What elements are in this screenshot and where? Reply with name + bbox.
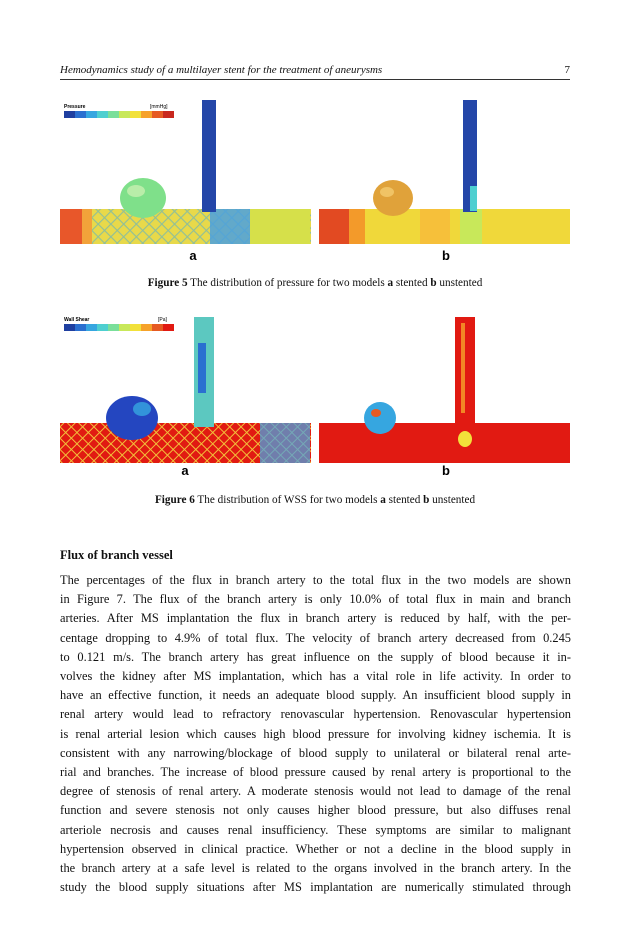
colorbar-swatch <box>64 324 75 331</box>
colorbar-swatch <box>130 111 141 118</box>
body-line: arteries. After MS implantation the flux in branch artery is reduced by half, with the per- <box>60 611 571 626</box>
figure-6-caption-end: unstented <box>429 494 476 506</box>
colorbar-swatch <box>108 111 119 118</box>
body-line: The percentages of the flux in branch artery to the total flux in the two models are shown <box>60 573 571 587</box>
body-line: renal artery would lead to refractory renovascular hypertension. Renovascular hypertension <box>60 707 571 722</box>
figure-5-caption-label: Figure 5 <box>147 277 188 289</box>
colorbar-swatch <box>119 324 130 331</box>
colorbar-swatch <box>108 324 119 331</box>
body-line: the branch artery at a safe level is related to the organs involved in the branch artery. In the <box>60 861 571 876</box>
figure-5-caption-mid: stented <box>393 277 431 289</box>
figure-6-image <box>60 313 570 483</box>
figure-6 <box>60 313 570 483</box>
aneurysm-sac-a <box>106 396 158 440</box>
body-paragraph <box>60 571 571 897</box>
colorbar-swatch <box>97 111 108 118</box>
figure-6-panel-b-label: b <box>442 463 450 478</box>
body-line: study the blood supply situations after MS implantation are numerically stimulated through <box>60 880 571 895</box>
colorbar-swatch <box>97 324 108 331</box>
aneurysm-sac-a <box>120 178 166 218</box>
figure-5-legend-unit: [mmHg] <box>150 104 168 110</box>
figure-5-caption-b: b <box>430 277 437 289</box>
colorbar-swatch <box>75 324 86 331</box>
page-number: 7 <box>564 64 570 76</box>
running-title: Hemodynamics study of a multilayer stent for the treatment of aneurysms <box>60 64 383 76</box>
body-line: rial and branches. The increase of blood pressure caused by renal artery is proportional to the <box>60 765 571 780</box>
figure-6-legend-unit: [Pa] <box>158 317 167 323</box>
figure-6-caption-mid: stented <box>385 494 424 506</box>
figure-6-legend-title: Wall Shear <box>64 317 90 323</box>
unstented-main-vessel-b <box>319 423 570 463</box>
figure-5-caption-a: a <box>387 277 394 289</box>
section-title: Flux of branch vessel <box>60 548 173 562</box>
body-line: consistent with any narrowing/blockage of blood supply to unilateral or bilateral renal arte- <box>60 745 571 760</box>
body-line: hypertension observed in clinical practice. Whether or not a decline in the blood supply in <box>60 841 571 856</box>
body-line: degree of stenosis of renal artery. A moderate stenosis would not lead to damage of the renal <box>60 784 571 799</box>
body-line: in Figure 7. The flux of the branch artery is only 10.0% of total flux in main and branch <box>60 592 571 607</box>
body-line: is renal arterial lesion which causes high blood pressure for involving kidney ischemia. It is <box>60 726 571 741</box>
body-line: to 0.121 m/s. The branch artery has great influence on the supply of blood because it in- <box>60 649 571 664</box>
figure-6-caption-a: a <box>380 494 386 506</box>
colorbar-swatch <box>152 111 163 118</box>
figure-5-image <box>60 96 570 266</box>
figure-5-caption-end: unstented <box>436 277 483 289</box>
body-line: centage dropping to 4.9% of total flux. The velocity of branch artery decreased from 0.245 <box>60 630 571 645</box>
colorbar-swatch <box>86 111 97 118</box>
colorbar-swatch <box>141 111 152 118</box>
figure-5-panel-b-label: b <box>442 248 450 263</box>
branch-vessel-a <box>202 100 216 212</box>
figure-5 <box>60 96 570 266</box>
figure-6-caption-text: The distribution of WSS for two models <box>194 494 381 506</box>
figure-5-panel-a-label: a <box>189 248 197 263</box>
figure-5-caption-text: The distribution of pressure for two models <box>187 277 388 289</box>
colorbar-swatch <box>119 111 130 118</box>
colorbar-swatch <box>86 324 97 331</box>
figure-5-colorbar <box>64 111 174 118</box>
figure-6-caption <box>60 494 570 506</box>
figure-5-legend-title: Pressure <box>64 104 86 110</box>
figure-6-caption-label: Figure 6 <box>154 494 195 506</box>
colorbar-swatch <box>64 111 75 118</box>
figure-6-panel-a-label: a <box>181 463 189 478</box>
body-line: volves the kidney after MS implantation, which has a vital role in life activity. In order to <box>60 669 571 684</box>
body-line: have an effective function, it needs an adequate blood supply. An insufficient blood supply in <box>60 688 571 703</box>
running-header <box>60 61 570 79</box>
figure-5-caption <box>60 277 570 289</box>
colorbar-swatch <box>163 324 174 331</box>
colorbar-swatch <box>75 111 86 118</box>
aneurysm-sac-b <box>364 402 396 434</box>
colorbar-swatch <box>130 324 141 331</box>
figure-6-colorbar <box>64 324 174 331</box>
colorbar-swatch <box>141 324 152 331</box>
colorbar-swatch <box>152 324 163 331</box>
body-line: function and severe stenosis not only causes higher blood pressure, but also diffuses renal <box>60 803 571 818</box>
aneurysm-sac-b <box>373 180 413 216</box>
colorbar-swatch <box>163 111 174 118</box>
header-rule <box>60 79 570 80</box>
figure-6-caption-b: b <box>423 494 430 506</box>
body-line: arteriole necrosis and causes renal insufficiency. These symptoms are similar to malignant <box>60 822 571 837</box>
